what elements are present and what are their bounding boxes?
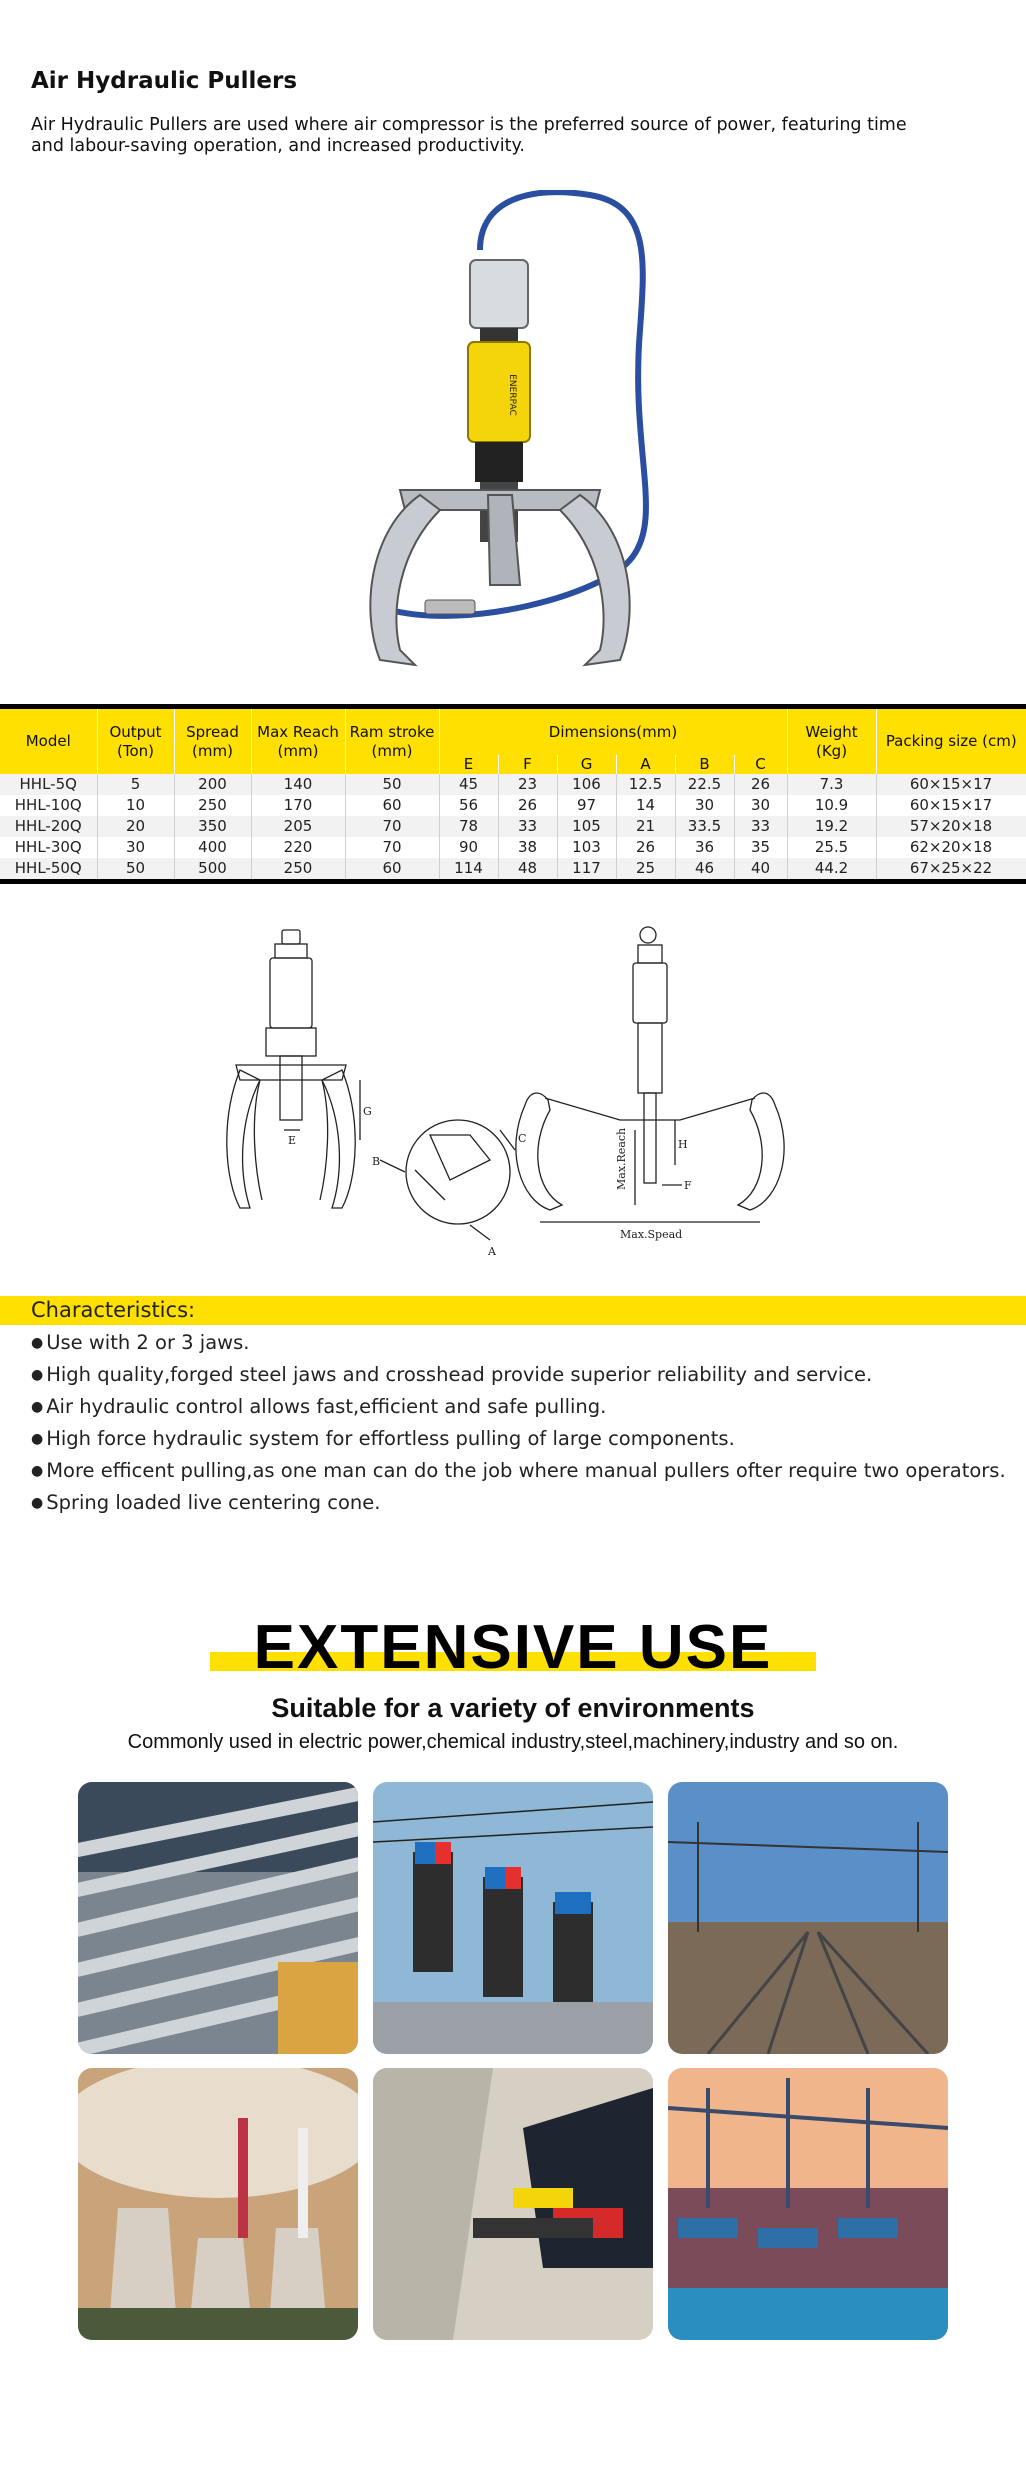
spec-cell-spread: 350	[174, 816, 251, 837]
product-brand: ENERPAC	[507, 374, 517, 416]
label-h: H	[678, 1138, 688, 1151]
spec-cell-model: HHL-50Q	[0, 858, 97, 879]
header-spread: Spread (mm)	[174, 709, 251, 774]
spec-cell-a: 25	[616, 858, 675, 879]
spec-cell-reach: 170	[251, 795, 345, 816]
extensive-use-subtitle: Suitable for a variety of environments	[271, 1693, 755, 1723]
spec-cell-packing: 67×25×22	[876, 858, 1026, 879]
header-output: Output (Ton)	[97, 709, 174, 774]
characteristics-list	[31, 1328, 1006, 1520]
spec-cell-b: 36	[675, 837, 734, 858]
ram-body	[475, 442, 523, 482]
spec-cell-a: 14	[616, 795, 675, 816]
spec-cell-c: 26	[734, 774, 787, 795]
label-b: B	[372, 1155, 381, 1168]
jaw-tip-detail	[372, 1120, 526, 1258]
photo-pipes	[78, 1782, 358, 2054]
label-a: A	[488, 1245, 496, 1258]
characteristic-item: ● High force hydraulic system for effortless pulling of large components.	[31, 1424, 1006, 1456]
spec-cell-b: 22.5	[675, 774, 734, 795]
extensive-use-heading: EXTENSIVE USE	[253, 1613, 773, 1682]
header-packing: Packing size (cm)	[876, 709, 1026, 774]
spec-cell-reach: 250	[251, 858, 345, 879]
valve-connector	[480, 328, 518, 342]
spec-row	[0, 816, 1026, 837]
spec-cell-weight: 10.9	[787, 795, 876, 816]
spec-cell-packing: 60×15×17	[876, 774, 1026, 795]
spec-cell-e: 78	[439, 816, 498, 837]
header-ram-stroke: Ram stroke (mm)	[345, 709, 439, 774]
header-dimensions: Dimensions(mm)	[439, 709, 787, 755]
spec-cell-weight: 25.5	[787, 837, 876, 858]
spec-cell-f: 23	[498, 774, 557, 795]
spec-cell-stroke: 60	[345, 858, 439, 879]
spec-row	[0, 774, 1026, 795]
spec-cell-spread: 500	[174, 858, 251, 879]
spec-cell-c: 30	[734, 795, 787, 816]
spec-cell-e: 45	[439, 774, 498, 795]
spec-cell-f: 38	[498, 837, 557, 858]
spec-cell-e: 90	[439, 837, 498, 858]
spec-cell-model: HHL-30Q	[0, 837, 97, 858]
spec-cell-c: 33	[734, 816, 787, 837]
spec-cell-output: 10	[97, 795, 174, 816]
spec-cell-output: 50	[97, 858, 174, 879]
label-max-reach: Max.Reach	[615, 1127, 628, 1190]
spec-cell-a: 26	[616, 837, 675, 858]
characteristic-item: ● Use with 2 or 3 jaws.	[31, 1328, 1006, 1360]
spec-cell-g: 105	[557, 816, 616, 837]
spec-cell-stroke: 60	[345, 795, 439, 816]
characteristic-item: ● Air hydraulic control allows fast,efficient and safe pulling.	[31, 1392, 1006, 1424]
photo-worker-tools	[373, 2068, 653, 2340]
header-dim-f: F	[498, 755, 557, 774]
photo-container-port	[668, 2068, 948, 2340]
extensive-use-description: Commonly used in electric power,chemical industry,steel,machinery,industry and so on.	[127, 1731, 899, 1753]
hydraulic-cylinder	[468, 342, 530, 442]
puller-side-view	[516, 927, 784, 1241]
spec-cell-packing: 60×15×17	[876, 795, 1026, 816]
spec-cell-reach: 140	[251, 774, 345, 795]
air-valve	[470, 260, 528, 328]
header-model: Model	[0, 709, 97, 774]
spec-row	[0, 858, 1026, 879]
spec-cell-c: 35	[734, 837, 787, 858]
characteristic-item: ● More efficent pulling,as one man can do the job where manual pullers ofter require two operators.	[31, 1456, 1006, 1488]
spec-cell-b: 30	[675, 795, 734, 816]
spec-cell-f: 26	[498, 795, 557, 816]
right-jaw	[560, 495, 630, 665]
spec-table-body	[0, 774, 1026, 879]
spec-cell-g: 97	[557, 795, 616, 816]
spec-cell-f: 48	[498, 858, 557, 879]
spec-cell-stroke: 70	[345, 816, 439, 837]
spec-cell-output: 5	[97, 774, 174, 795]
header-dim-b: B	[675, 755, 734, 774]
label-max-spead: Max.Spead	[620, 1228, 683, 1241]
left-jaw	[370, 495, 440, 665]
spec-table	[0, 704, 1026, 884]
spec-cell-b: 46	[675, 858, 734, 879]
spec-row	[0, 795, 1026, 816]
page-description: Air Hydraulic Pullers are used where air compressor is the preferred source of power, featuring time and labour-saving operation, and increased productivity.	[31, 115, 907, 156]
photo-power-plant	[78, 2068, 358, 2340]
spec-cell-weight: 44.2	[787, 858, 876, 879]
spec-cell-spread: 200	[174, 774, 251, 795]
spec-cell-model: HHL-5Q	[0, 774, 97, 795]
spec-cell-stroke: 50	[345, 774, 439, 795]
label-f: F	[684, 1179, 692, 1192]
photo-railway	[668, 1782, 948, 2054]
product-image	[330, 190, 670, 690]
characteristic-item: ● Spring loaded live centering cone.	[31, 1488, 1006, 1520]
spec-cell-c: 40	[734, 858, 787, 879]
spec-cell-a: 21	[616, 816, 675, 837]
dimension-diagram	[200, 920, 820, 1280]
spec-cell-spread: 400	[174, 837, 251, 858]
label-c: C	[518, 1132, 527, 1145]
header-weight: Weight (Kg)	[787, 709, 876, 774]
label-g: G	[363, 1105, 372, 1118]
page-title: Air Hydraulic Pullers	[31, 68, 298, 94]
spec-row	[0, 837, 1026, 858]
label-e: E	[288, 1134, 297, 1147]
spec-cell-reach: 220	[251, 837, 345, 858]
spec-cell-spread: 250	[174, 795, 251, 816]
spec-cell-reach: 205	[251, 816, 345, 837]
spec-cell-weight: 19.2	[787, 816, 876, 837]
puller-front-view	[227, 930, 372, 1208]
header-dim-a: A	[616, 755, 675, 774]
spec-cell-g: 106	[557, 774, 616, 795]
spec-cell-g: 103	[557, 837, 616, 858]
spec-cell-output: 20	[97, 816, 174, 837]
header-dim-g: G	[557, 755, 616, 774]
header-dim-c: C	[734, 755, 787, 774]
characteristics-title: Characteristics:	[31, 1298, 196, 1322]
spec-cell-packing: 62×20×18	[876, 837, 1026, 858]
spec-cell-model: HHL-20Q	[0, 816, 97, 837]
spec-cell-b: 33.5	[675, 816, 734, 837]
spec-cell-e: 56	[439, 795, 498, 816]
spec-cell-stroke: 70	[345, 837, 439, 858]
spec-cell-output: 30	[97, 837, 174, 858]
spec-cell-f: 33	[498, 816, 557, 837]
spec-cell-e: 114	[439, 858, 498, 879]
spec-cell-a: 12.5	[616, 774, 675, 795]
header-max-reach: Max Reach (mm)	[251, 709, 345, 774]
spec-cell-weight: 7.3	[787, 774, 876, 795]
hose-fitting	[425, 600, 475, 614]
header-dim-e: E	[439, 755, 498, 774]
spec-cell-model: HHL-10Q	[0, 795, 97, 816]
spec-cell-g: 117	[557, 858, 616, 879]
characteristic-item: ● High quality,forged steel jaws and crosshead provide superior reliability and service.	[31, 1360, 1006, 1392]
spec-cell-packing: 57×20×18	[876, 816, 1026, 837]
photo-insulators	[373, 1782, 653, 2054]
